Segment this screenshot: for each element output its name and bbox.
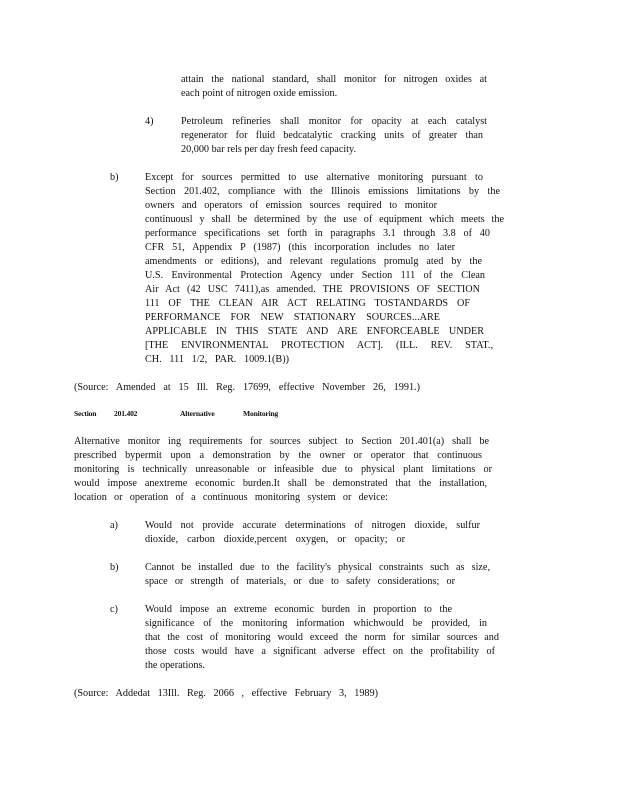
sub-a-number: a) — [110, 520, 118, 531]
item-b-line-6: CFR 51, Appendix P (1987) (this incorporation includes no later — [145, 242, 455, 253]
item-b-line-7: amendments or editions), and relevant regulations promulg ated by the — [145, 256, 482, 267]
item-b-line-1: Except for sources permitted to use alternative monitoring pursuant to — [145, 172, 483, 183]
sub-c-line-2: significance of the monitoring information whichwould be provided, in — [145, 618, 487, 629]
item-4-line-1: Petroleum refineries shall monitor for opacity at each catalyst — [181, 116, 487, 127]
sub-c-line-3: that the cost of monitoring would exceed the norm for similar sources and — [145, 632, 499, 643]
item-b-line-13: [THE ENVIRONMENTAL PROTECTION ACT]. (ILL. REV. STAT., — [145, 340, 493, 351]
item-b-line-14: CH. 111 1/2, PAR. 1009.1(B)) — [145, 354, 289, 365]
item-b-line-10: 111 OF THE CLEAN AIR ACT RELATING TOSTANDARDS OF — [145, 298, 470, 309]
item-b-line-11: PERFORMANCE FOR NEW STATIONARY SOURCES...ARE — [145, 312, 440, 323]
item-b-number: b) — [110, 172, 119, 183]
item-4-line-2: regenerator for fluid bedcatalytic cracking units of greater than — [181, 130, 483, 141]
intro-line-4: would impose anextreme economic burden.It shall be demonstrated that the installation, — [74, 478, 487, 489]
source-note-2: (Source: Addedat 13Ill. Reg. 2066 , effective February 3, 1989) — [74, 688, 378, 699]
sub-a-line-2: dioxide, carbon dioxide,percent oxygen, or opacity; or — [145, 534, 405, 545]
intro-line-1: Alternative monitor ing requirements for sources subject to Section 201.401(a) shall be — [74, 436, 489, 447]
sub-b-line-1: Cannot be installed due to the facility's physical constraints such as size, — [145, 562, 490, 573]
item-b-line-9: Air Act (42 USC 7411),as amended. THE PROVISIONS OF SECTION — [145, 284, 480, 295]
intro-line-5: location or operation of a continuous monitoring system or device: — [74, 492, 388, 503]
sub-b-number: b) — [110, 562, 119, 573]
sub-c-line-4: those costs would have a significant adverse effect on the profitability of — [145, 646, 495, 657]
section-heading-title-2: Monitoring — [243, 409, 279, 418]
item-b-line-8: U.S. Environmental Protection Agency under Section 111 of the Clean — [145, 270, 485, 281]
item-b-line-3: owners and operators of emission sources required to monitor — [145, 200, 437, 211]
section-heading-number: 201.402 — [114, 409, 138, 418]
source-note-1: (Source: Amended at 15 Ill. Reg. 17699, effective November 26, 1991.) — [74, 382, 420, 393]
item-4-line-3: 20,000 bar rels per day fresh feed capacity. — [181, 144, 356, 155]
sub-c-line-5: the operations. — [145, 660, 205, 671]
item-b-line-2: Section 201.402, compliance with the Illinois emissions limitations by the — [145, 186, 500, 197]
continuation-line-1: attain the national standard, shall monitor for nitrogen oxides at — [181, 74, 487, 85]
item-b-line-5: performance specifications set forth in paragraphs 3.1 through 3.8 of 40 — [145, 228, 490, 239]
continuation-line-2: each point of nitrogen oxide emission. — [181, 88, 338, 99]
sub-c-line-1: Would impose an extreme economic burden in proportion to the — [145, 604, 452, 615]
sub-a-line-1: Would not provide accurate determinations of nitrogen dioxide, sulfur — [145, 520, 480, 531]
sub-c-number: c) — [110, 604, 118, 615]
sub-b-line-2: space or strength of materials, or due to safety considerations; or — [145, 576, 455, 587]
section-heading-label: Section — [74, 409, 97, 418]
item-b-line-12: APPLICABLE IN THIS STATE AND ARE ENFORCEABLE UNDER — [145, 326, 484, 337]
intro-line-2: prescribed bypermit upon a demonstration by the owner or operator that continuous — [74, 450, 482, 461]
intro-line-3: monitoring is technically unreasonable or infeasible due to physical plant limitations or — [74, 464, 492, 475]
section-heading-title-1: Alternative — [180, 409, 215, 418]
item-b-line-4: continuousl y shall be determined by the use of equipment which meets the — [145, 214, 504, 225]
item-4-number: 4) — [145, 116, 154, 127]
